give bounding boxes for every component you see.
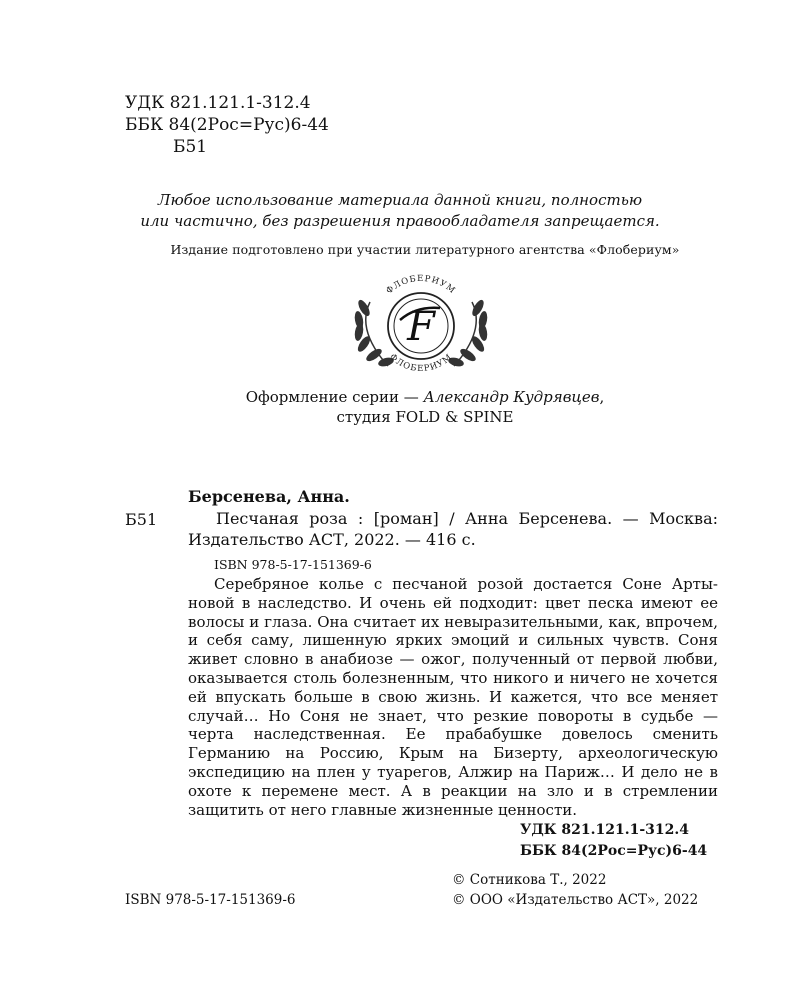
catalog-isbn: ISBN 978-5-17-151369-6 xyxy=(214,557,372,572)
series-design-label: Оформление серии — xyxy=(245,388,424,406)
header-classification-codes xyxy=(125,92,329,158)
agency-note: Издание подготовлено при участии литературного агентства «Флобериум» xyxy=(170,242,680,257)
copyright-line-2: © ООО «Издательство АСТ», 2022 xyxy=(452,892,699,908)
catalog-code: Б51 xyxy=(125,510,158,529)
author-sign: Б51 xyxy=(173,137,208,157)
series-design-credit: Оформление серии — Александр Кудрявцев, студия FOLD & SPINE xyxy=(0,387,800,427)
footer-classification-codes xyxy=(520,820,707,862)
laurel-emblem-icon xyxy=(348,268,494,372)
footer-bbk-code: ББК 84(2Рос=Рус)6-44 xyxy=(520,843,708,859)
svg-text:F: F xyxy=(407,304,435,350)
copyright-block xyxy=(452,870,698,910)
footer-isbn: ISBN 978-5-17-151369-6 xyxy=(125,892,296,908)
book-annotation: Серебряное колье с песчаной розой достается Соне Артыновой в наследство. И очень ей подходит: цвет песка имеют ее волосы и глаза. Она считает их невыразительными, как, впрочем, и себя саму, лишенную ярких эмоций и сильных чувств. Соня живет словно в анабиозе — ожог, полученный от первой любви, оказывается столь болезненным, что никого и ничего не хочется ей впускать больше в свою жизнь. И кажется, что все меняет случай… Но Соня не знает, что резкие повороты в судьбе — черта наследственная. Ее прабабушке довелось сменить Германию на Россию, Крым на Бизерту, археологическую экспедицию на плен у туарегов, Алжир на Париж… И дело не в охоте к перемене мест. А в реакции на зло и в стремлении защитить от него главные жизненные ценности. xyxy=(188,575,718,819)
series-designer-name: Александр Кудрявцев xyxy=(423,388,600,406)
catalog-author: Берсенева, Анна. xyxy=(188,487,350,506)
footer-udk-code: УДК 821.121.1-312.4 xyxy=(520,822,690,838)
rights-notice xyxy=(0,190,800,232)
svg-text:ФЛОБЕРИУМ: ФЛОБЕРИУМ xyxy=(384,273,458,297)
rights-notice-line-1: Любое использование материала данной книги, полностью xyxy=(157,191,643,209)
udk-code: УДК 821.121.1-312.4 xyxy=(125,93,311,113)
rights-notice-line-2: или частично, без разрешения правообладателя запрещается. xyxy=(140,212,660,230)
bbk-code: ББК 84(2Рос=Рус)6-44 xyxy=(125,115,329,135)
copyright-line-1: © Сотникова Т., 2022 xyxy=(452,872,607,888)
catalog-description: Песчаная роза : [роман] / Анна Берсенева. — Москва: Издательство АСТ, 2022. — 416 с. xyxy=(188,509,718,549)
svg-text:ФЛОБЕРИУМ: ФЛОБЕРИУМ xyxy=(387,352,455,372)
flaberium-logo xyxy=(348,268,494,372)
series-design-studio: студия FOLD & SPINE xyxy=(336,408,514,426)
